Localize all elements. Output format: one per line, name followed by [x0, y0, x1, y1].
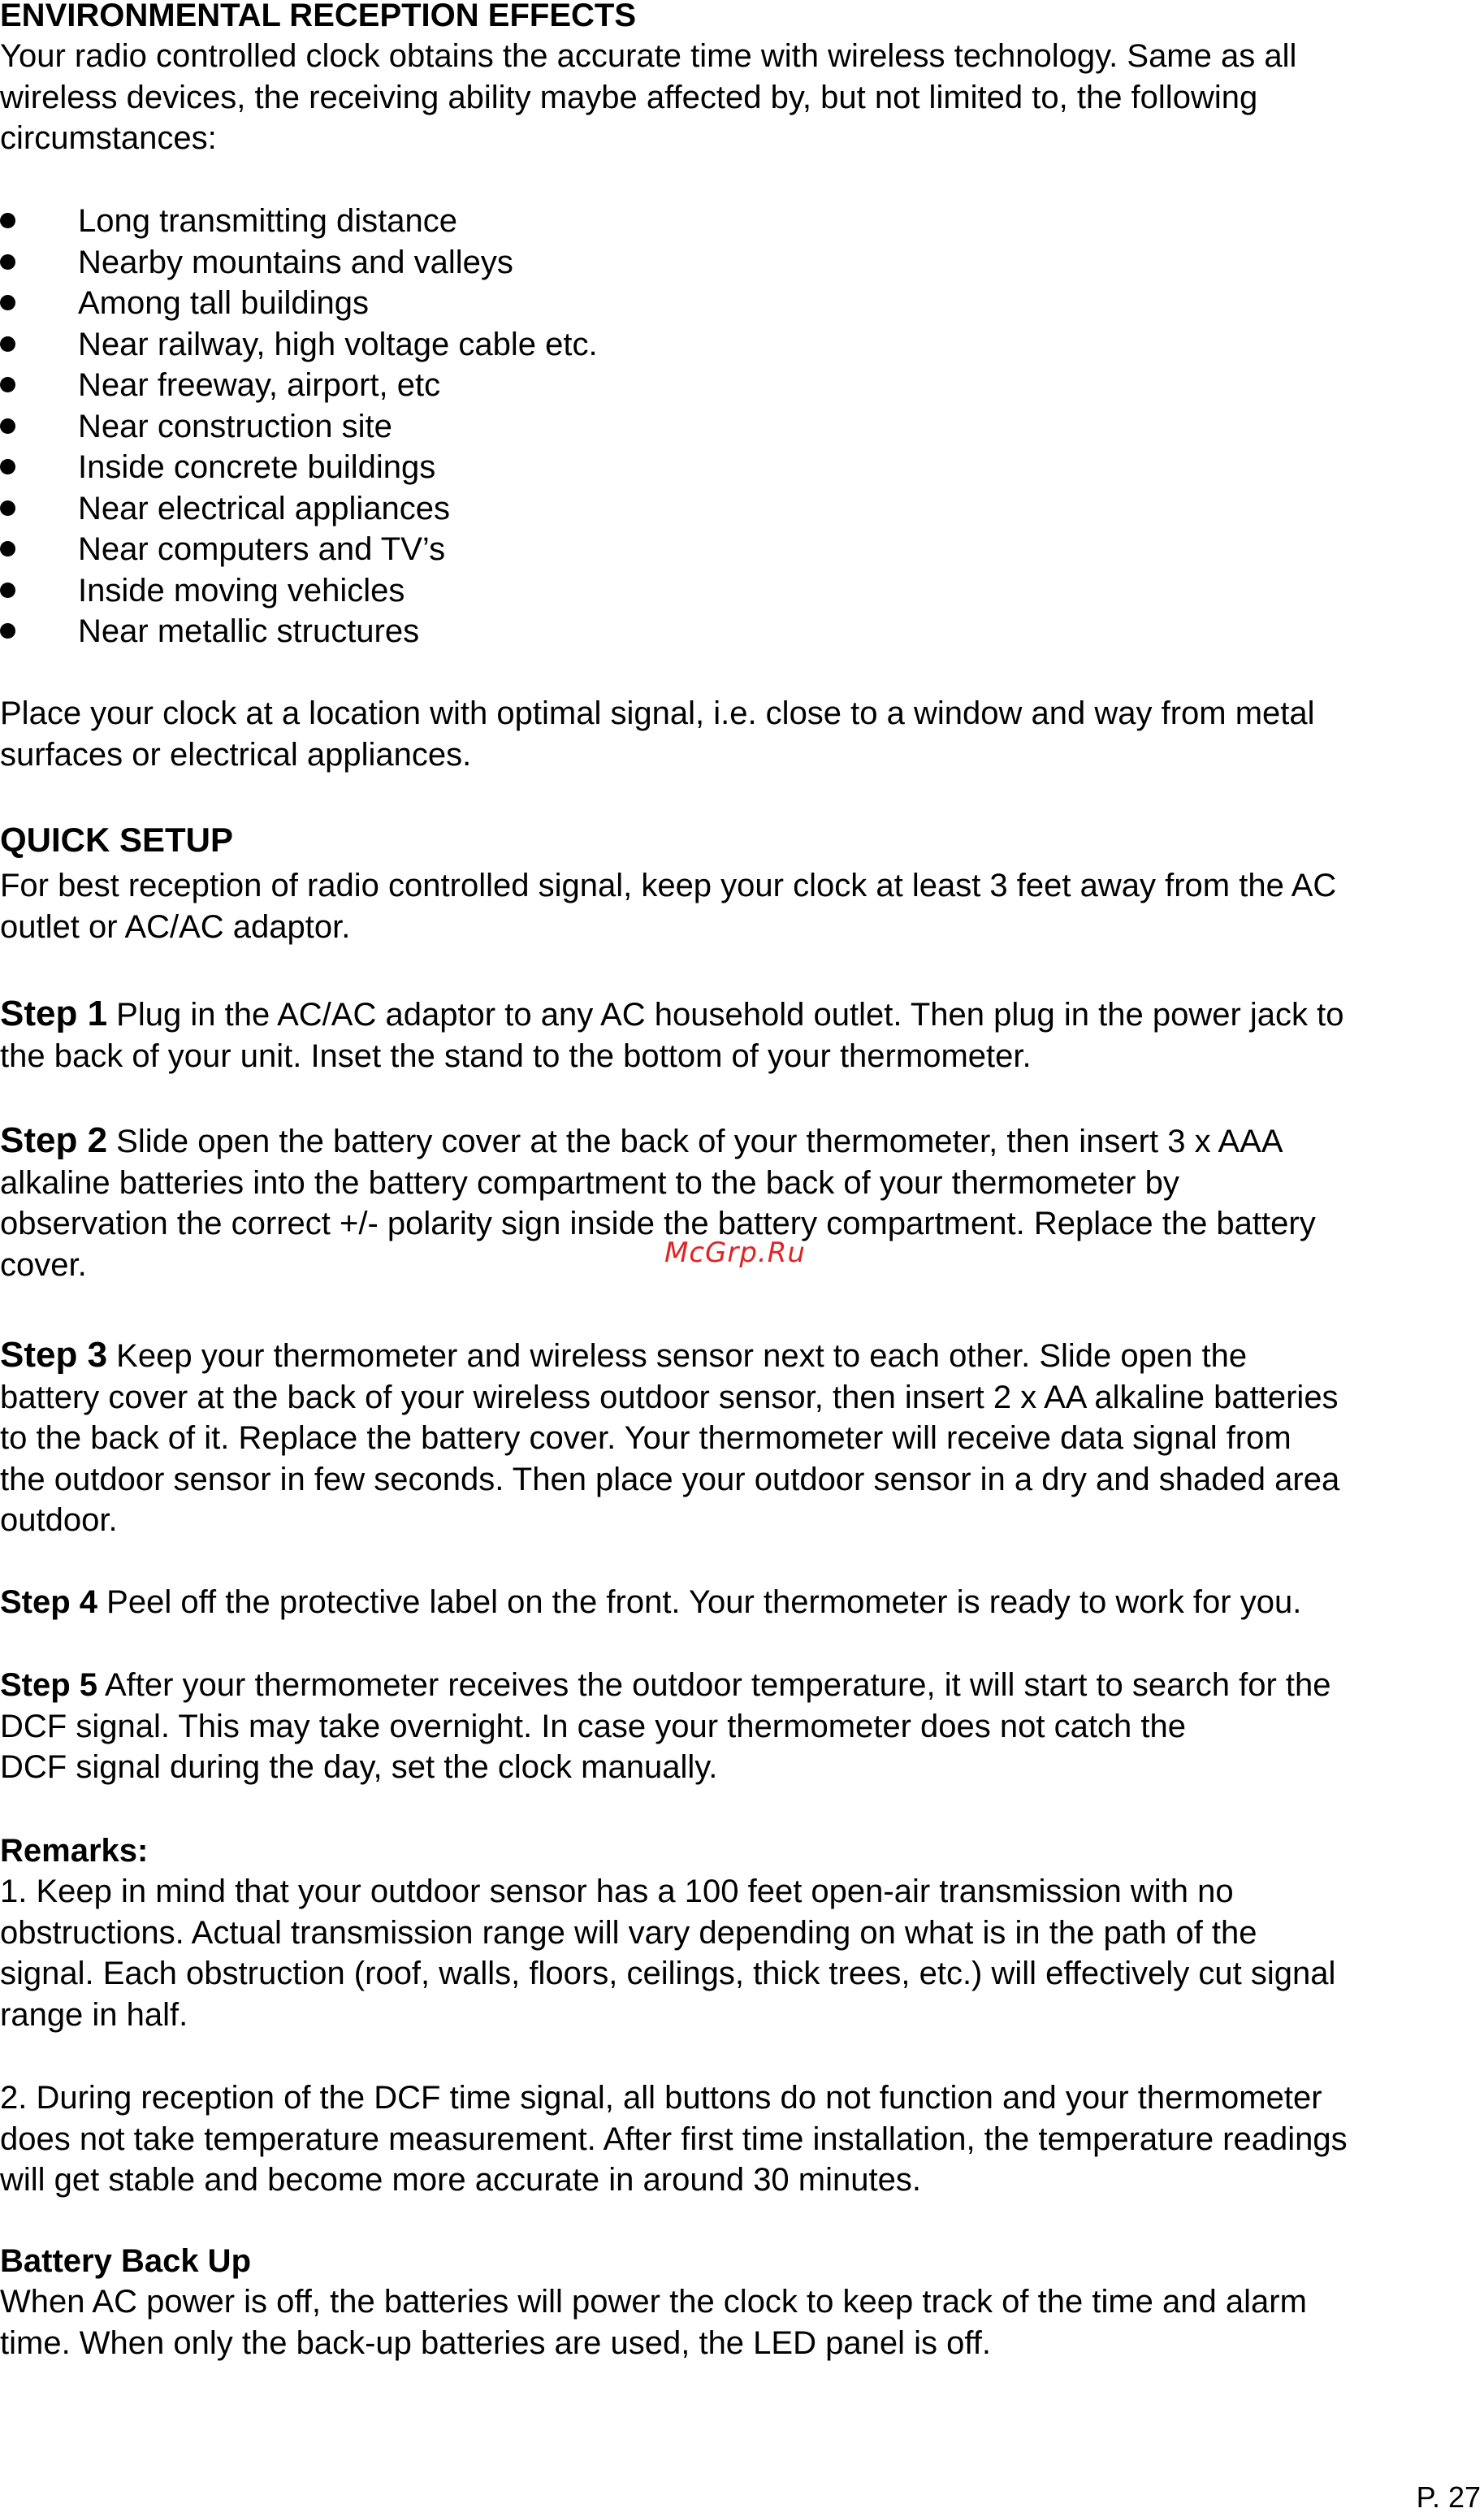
step-label: Step 5 — [0, 1667, 98, 1703]
env-intro — [0, 36, 1484, 159]
remark-2 — [0, 2077, 1484, 2201]
step-label: Step 3 — [0, 1335, 108, 1375]
bullet-icon — [0, 377, 15, 392]
step-text: Plug in the AC/AC adaptor to any AC household outlet. Then plug in the power jack to — [107, 997, 1344, 1033]
step-label: Step 4 — [0, 1584, 98, 1620]
text-line — [0, 994, 1484, 1036]
setup-intro — [0, 865, 1484, 947]
env-heading: ENVIRONMENTAL RECEPTION EFFECTS — [0, 0, 637, 33]
placement-advice — [0, 693, 1484, 775]
list-item-text: Near computers and TV’s — [78, 531, 446, 567]
watermark: McGrp.Ru — [664, 1237, 806, 1269]
text-line — [0, 1335, 1484, 1377]
text-line: DCF signal during the day, set the clock manually. — [0, 1749, 718, 1785]
list-item-text: Near freeway, airport, etc — [78, 367, 441, 403]
step-5 — [0, 1665, 1484, 1788]
bullet-icon — [0, 336, 15, 352]
list-item — [0, 488, 598, 530]
bullet-icon — [0, 500, 15, 516]
text-line: will get stable and become more accurate in around 30 minutes. — [0, 2162, 921, 2198]
step-label: Step 2 — [0, 1120, 108, 1160]
bullet-icon — [0, 213, 15, 228]
text-line: range in half. — [0, 1996, 188, 2033]
list-item — [0, 283, 598, 324]
list-item-text: Near construction site — [78, 408, 392, 444]
step-3 — [0, 1335, 1484, 1541]
backup-heading: Battery Back Up — [0, 2243, 252, 2279]
text-line: circumstances: — [0, 120, 217, 156]
list-item-text: Among tall buildings — [78, 285, 369, 321]
step-text: Keep your thermometer and wireless sensor next to each other. Slide open the — [107, 1338, 1248, 1374]
text-line: outdoor. — [0, 1502, 118, 1538]
list-item-text: Near electrical appliances — [78, 490, 451, 526]
list-item — [0, 611, 598, 652]
text-line — [0, 1120, 1484, 1163]
bullet-icon — [0, 623, 15, 639]
text-line: wireless devices, the receiving ability maybe affected by, but not limited to, the following — [0, 79, 1258, 115]
text-line: For best reception of radio controlled signal, keep your clock at least 3 feet away from the AC — [0, 868, 1337, 903]
text-line: Your radio controlled clock obtains the accurate time with wireless technology. Same as all — [0, 38, 1297, 74]
list-item — [0, 242, 598, 284]
step-text: After your thermometer receives the outdoor temperature, it will start to search for the — [97, 1667, 1331, 1703]
text-line: signal. Each obstruction (roof, walls, floors, ceilings, thick trees, etc.) will effectively cut signal — [0, 1956, 1336, 1991]
step-label: Step 1 — [0, 994, 108, 1033]
text-line: time. When only the back-up batteries are used, the LED panel is off. — [0, 2324, 991, 2361]
page-number: P. 27 — [1416, 2480, 1481, 2514]
bullet-icon — [0, 295, 15, 310]
bullet-icon — [0, 418, 15, 434]
reception-factors-list — [0, 201, 598, 652]
bullet-icon — [0, 583, 15, 598]
text-line: surfaces or electrical appliances. — [0, 736, 472, 773]
text-line: the outdoor sensor in few seconds. Then place your outdoor sensor in a dry and shaded area — [0, 1461, 1340, 1497]
list-item-text: Inside moving vehicles — [78, 572, 405, 609]
text-line: DCF signal. This may take overnight. In case your thermometer does not catch the — [0, 1708, 1186, 1744]
bullet-icon — [0, 254, 15, 270]
list-item-text: Near railway, high voltage cable etc. — [78, 326, 598, 362]
text-line — [0, 1582, 1484, 1623]
bullet-icon — [0, 541, 15, 557]
step-4 — [0, 1582, 1484, 1623]
list-item — [0, 201, 598, 242]
text-line: to the back of it. Replace the battery cover. Your thermometer will receive data signal from — [0, 1420, 1291, 1456]
list-item — [0, 365, 598, 406]
text-line: cover. — [0, 1246, 87, 1283]
setup-heading: QUICK SETUP — [0, 821, 234, 859]
list-item — [0, 529, 598, 570]
list-item-text: Nearby mountains and valleys — [78, 244, 513, 280]
backup-text — [0, 2281, 1484, 2363]
text-line: battery cover at the back of your wireless outdoor sensor, then insert 2 x AA alkaline batteries — [0, 1379, 1339, 1415]
text-line: alkaline batteries into the battery compartment to the back of your thermometer by — [0, 1164, 1179, 1201]
list-item-text: Long transmitting distance — [78, 203, 457, 239]
step-text: Peel off the protective label on the front. Your thermometer is ready to work for you. — [97, 1584, 1302, 1620]
step-1 — [0, 994, 1484, 1077]
step-text: Slide open the battery cover at the back of your thermometer, then insert 3 x AAA — [107, 1124, 1283, 1159]
text-line: When AC power is off, the batteries will power the clock to keep track of the time and alarm — [0, 2284, 1307, 2320]
list-item-text: Inside concrete buildings — [78, 449, 436, 485]
text-line: 1. Keep in mind that your outdoor sensor has a 100 feet open-air transmission with no — [0, 1874, 1234, 1909]
text-line: Place your clock at a location with optimal signal, i.e. close to a window and way from metal — [0, 695, 1315, 731]
remark-1 — [0, 1871, 1484, 2035]
text-line: does not take temperature measurement. After first time installation, the temperature readings — [0, 2121, 1348, 2157]
text-line — [0, 1665, 1484, 1706]
text-line: 2. During reception of the DCF time signal, all buttons do not function and your thermometer — [0, 2080, 1322, 2116]
text-line: outlet or AC/AC adaptor. — [0, 908, 351, 945]
list-item-text: Near metallic structures — [78, 613, 420, 649]
bullet-icon — [0, 459, 15, 474]
text-line: obstructions. Actual transmission range will vary depending on what is in the path of the — [0, 1914, 1257, 1951]
remarks-heading: Remarks: — [0, 1833, 149, 1869]
list-item — [0, 570, 598, 612]
text-line: observation the correct +/- polarity sign inside the battery compartment. Replace the battery — [0, 1206, 1316, 1241]
list-item — [0, 447, 598, 488]
text-line: the back of your unit. Inset the stand to the bottom of your thermometer. — [0, 1038, 1032, 1074]
list-item — [0, 406, 598, 448]
list-item — [0, 324, 598, 366]
